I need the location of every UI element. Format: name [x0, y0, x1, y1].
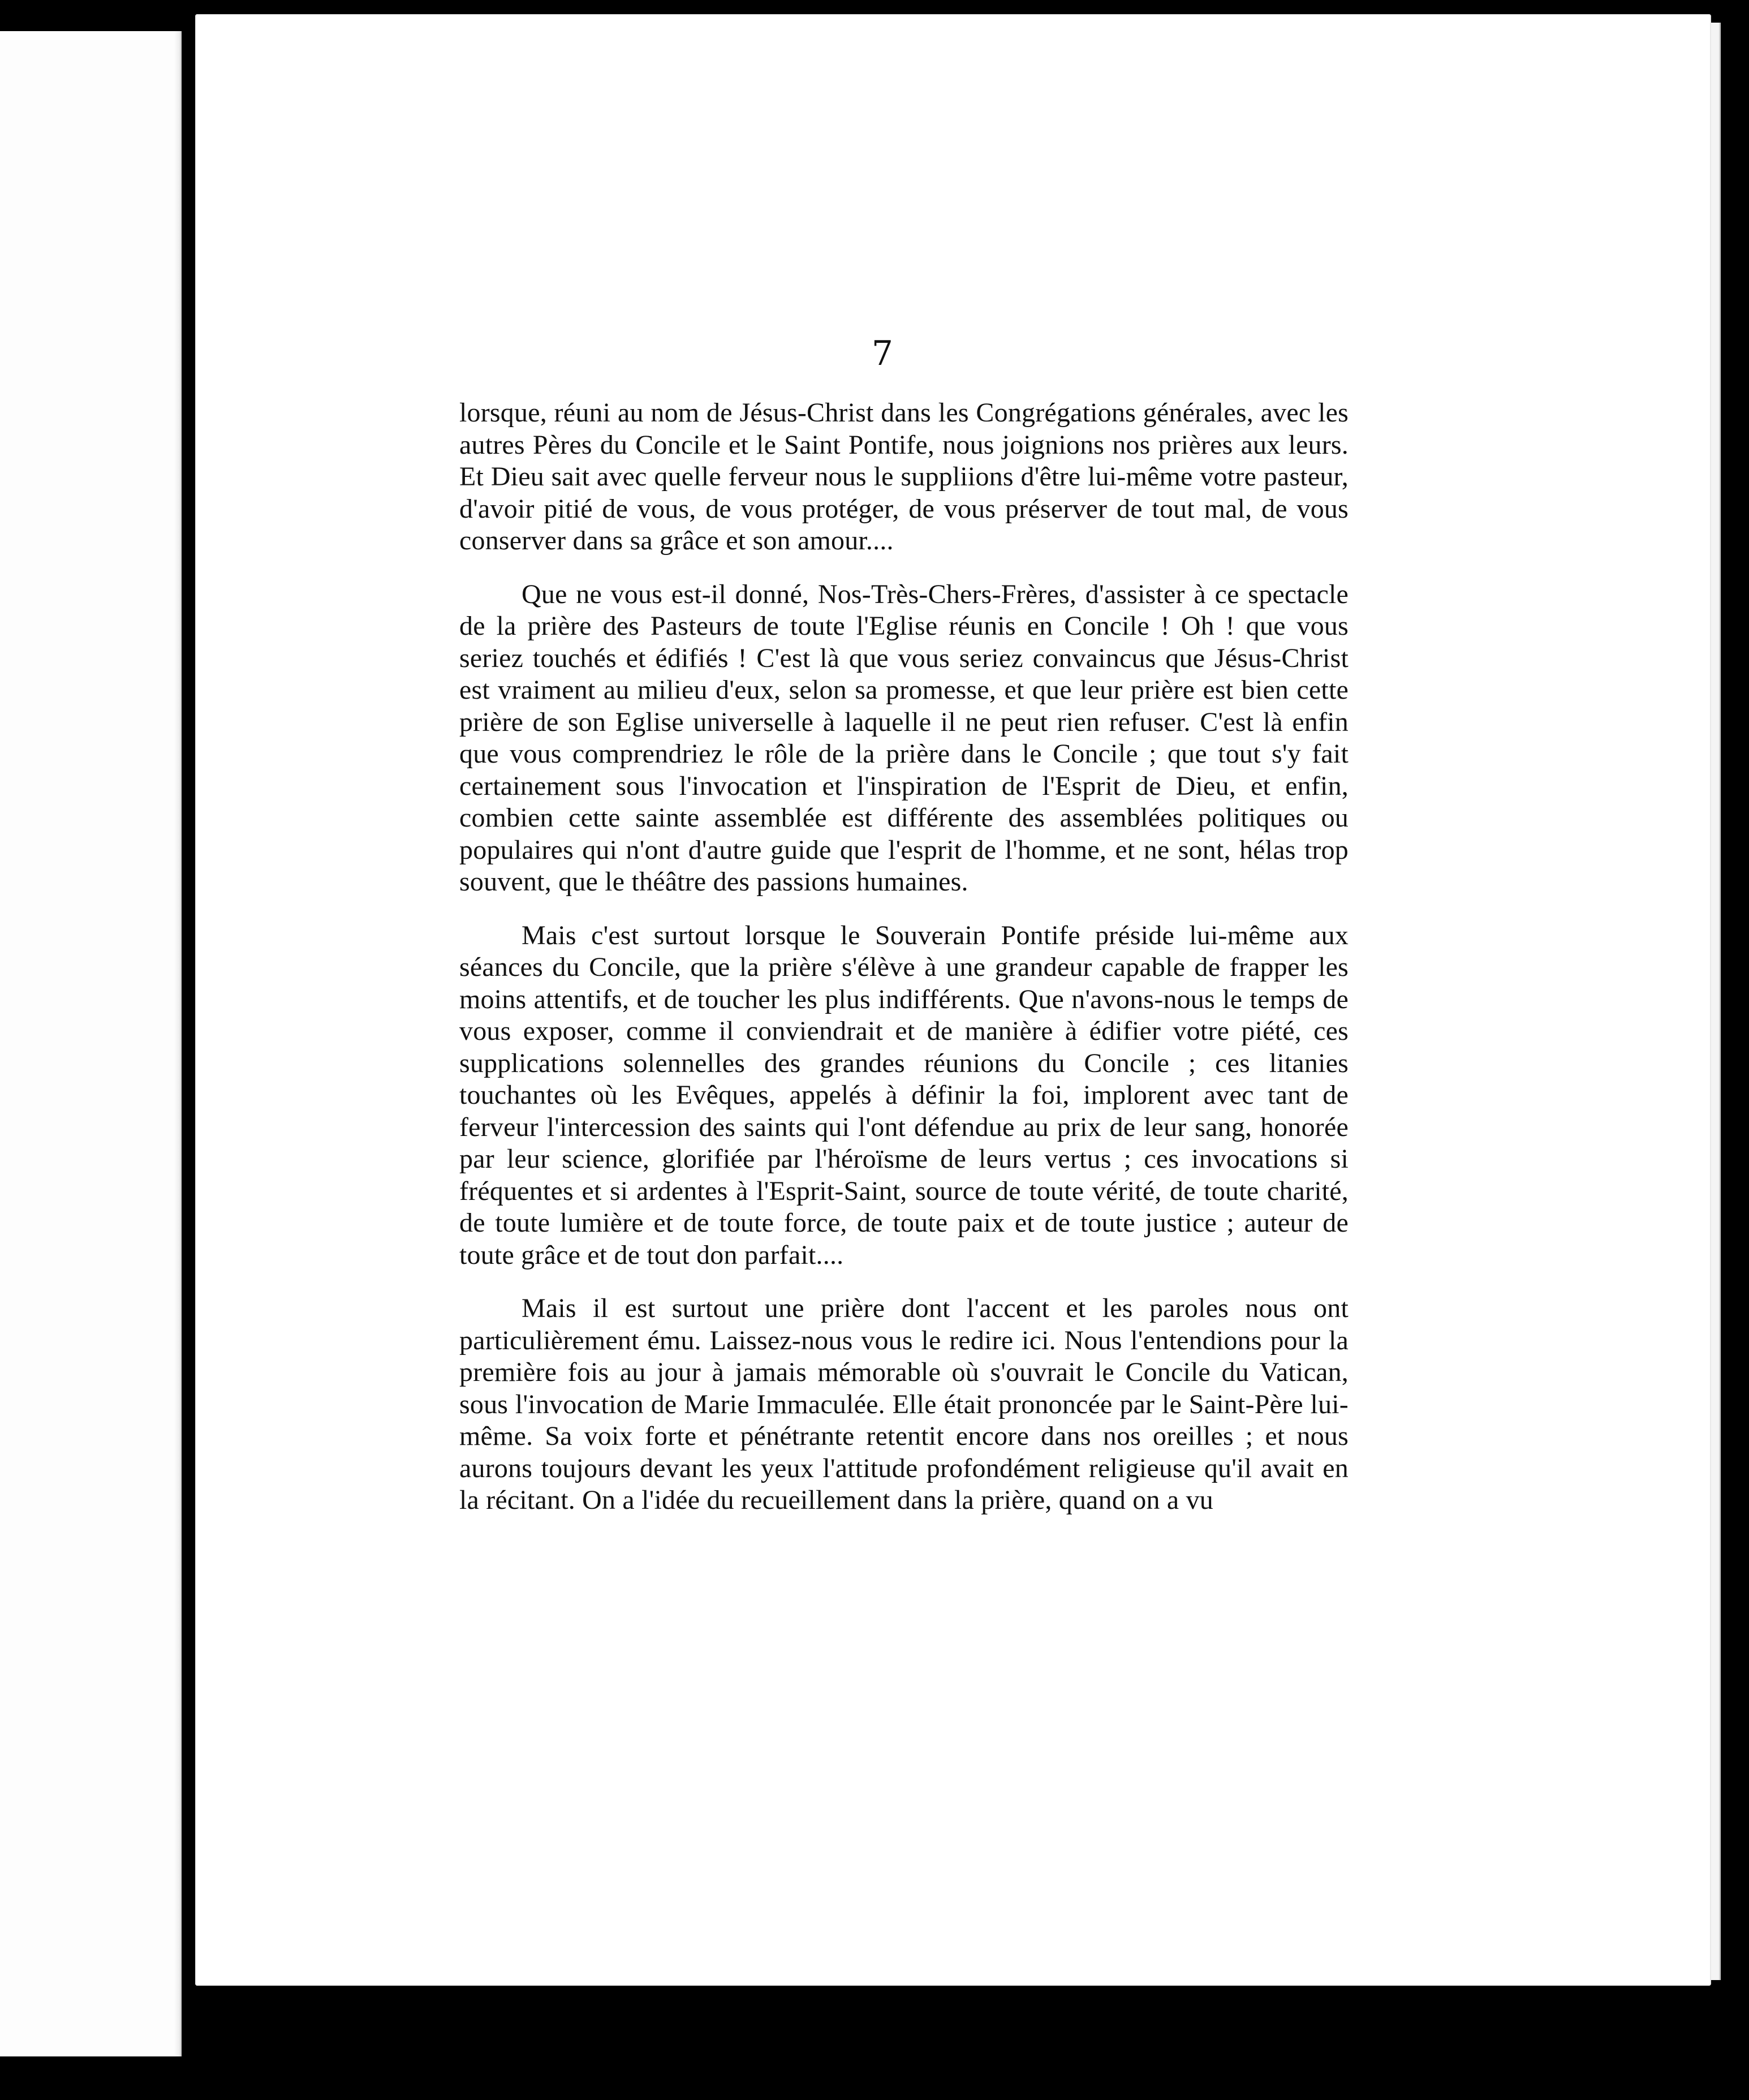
previous-page-edge [0, 31, 182, 2056]
paragraph-1: lorsque, réuni au nom de Jésus-Christ dans les Congrégations générales, avec les autres Pères du Concile et le Saint Pontife, nous joignions nos prières aux leurs. Et Dieu sait avec quelle ferveur nous le suppliions d'être lui-même votre pasteur, d'avoir pitié de vous, de vous protéger, de vous préserver de tout mal, de vous conserver dans sa grâce et son amour.... [459, 398, 1349, 556]
paragraph-2: Que ne vous est-il donné, Nos-Très-Chers-Frères, d'assister à ce spectacle de la prière des Pasteurs de toute l'Eglise réunis en Concile ! Oh ! que vous seriez touchés et édifiés ! C'est là que vous seriez convaincus que Jésus-Christ est vraiment au milieu d'eux, selon sa promesse, et que leur prière est bien cette prière de son Eglise universelle à laquelle il ne peut rien refuser. C'est là enfin que vous comprendriez le rôle de la prière dans le Concile ; que tout s'y fait certainement sous l'invocation et l'inspiration de l'Esprit de Dieu, et enfin, combien cette sainte assemblée est différente des assemblées politiques ou populaires qui n'ont d'autre guide que l'esprit de l'homme, et ne sont, hélas trop souvent, que le théâtre des passions humaines. [459, 579, 1349, 897]
paragraph-3: Mais c'est surtout lorsque le Souverain Pontife préside lui-même aux séances du Concile, que la prière s'élève à une grandeur capable de frapper les moins attentifs, et de toucher les plus indifférents. Que n'avons-nous le temps de vous exposer, comme il conviendrait et de manière à édifier votre piété, ces supplications solennelles des grandes réunions du Concile ; ces litanies touchantes où les Evêques, appelés à définir la foi, implorent avec tant de ferveur l'intercession des saints qui l'ont défendue au prix de leur sang, honorée par leur science, glorifiée par l'héroïsme de leurs vertus ; ces invocations si fréquentes et si ardentes à l'Esprit-Saint, source de toute vérité, de toute charité, de toute lumière et de toute force, de toute paix et de toute justice ; auteur de toute grâce et de tout don parfait.... [459, 920, 1349, 1270]
body-text [459, 397, 1349, 1538]
page-number: 7 [871, 334, 894, 373]
page-right-edge [1711, 23, 1721, 1980]
paragraph-4: Mais il est surtout une prière dont l'accent et les paroles nous ont particulièrement ému. Laissez-nous vous le redire ici. Nous l'entendions pour la première fois au jour à jamais mémorable où s'ouvrait le Concile du Vatican, sous l'invocation de Marie Immaculée. Elle était prononcée par le Saint-Père lui-même. Sa voix forte et pénétrante retentit encore dans nos oreilles ; et nous aurons toujours devant les yeux l'attitude profondément religieuse qu'il avait en la récitant. On a l'idée du recueillement dans la prière, quand on a vu [459, 1293, 1349, 1515]
